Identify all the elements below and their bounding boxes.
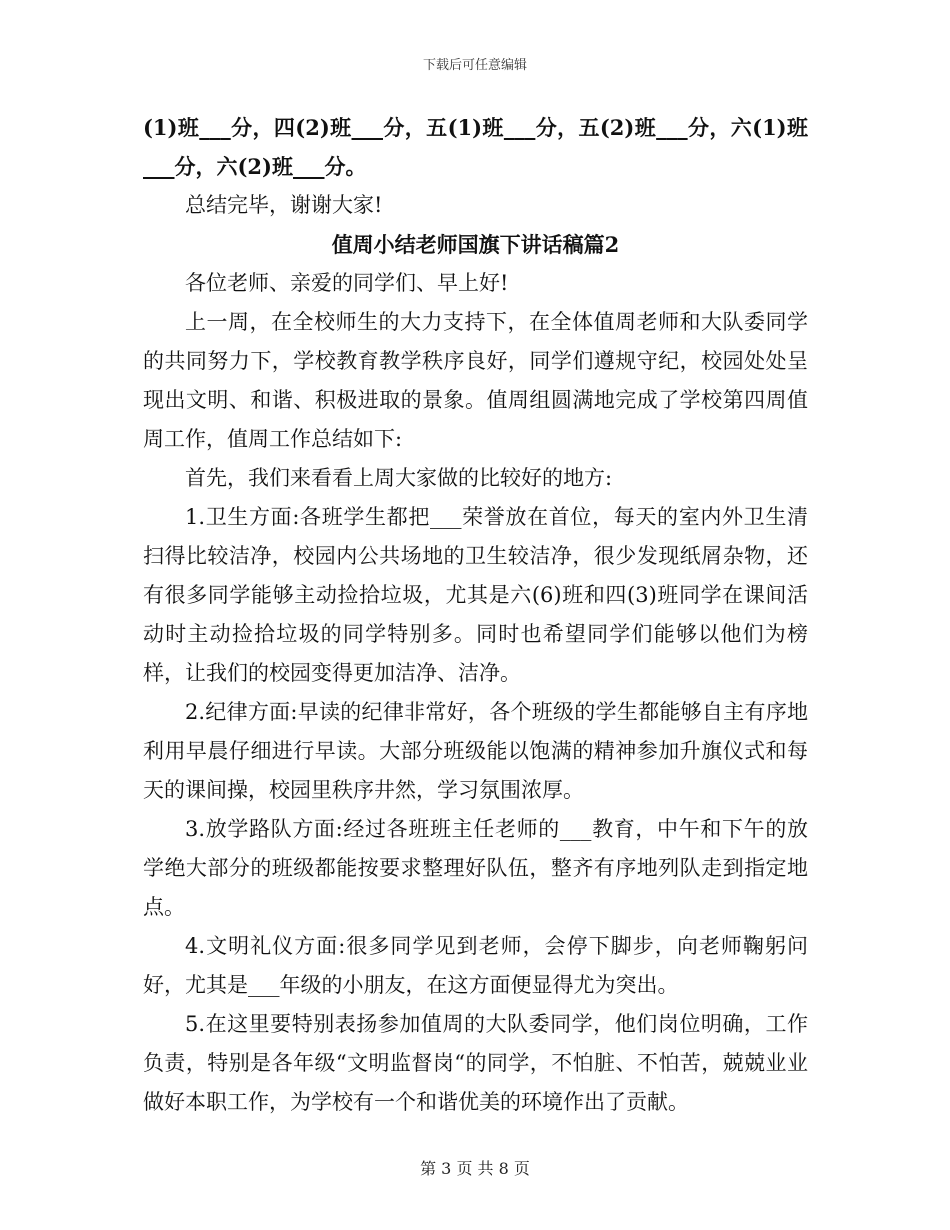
- intro-paragraph: 上一周，在全校师生的大力支持下，在全体值周老师和大队委同学的共同努力下，学校教育教学秩序良好，同学们遵规守纪，校园处处呈现出文明、和谐、积极进取的景象。值周组圆满地完成了学校第四周值周工作，值周工作总结如下:: [143, 310, 808, 451]
- document-body: [143, 108, 808, 1122]
- page-number: 第 3 页 共 8 页: [420, 1159, 530, 1178]
- greeting-paragraph: 各位老师、亲爱的同学们、早上好!: [185, 271, 509, 295]
- class-scores-line: (1)班___分，四(2)班___分，五(1)班___分，五(2)班___分，六(1)班___分，六(2)班___分。: [143, 115, 808, 179]
- item-praise: 5.在这里要特别表扬参加值周的大队委同学，他们岗位明确，工作负责，特别是各年级“文明监督岗“的同学，不怕脏、不怕苦，兢兢业业做好本职工作，为学校有一个和谐优美的环境作出了贡献。: [143, 1012, 808, 1114]
- closing-paragraph: 总结完毕，谢谢大家!: [185, 193, 383, 217]
- item-discipline: 2.纪律方面:早读的纪律非常好，各个班级的学生都能够自主有序地利用早晨仔细进行早读。大部分班级能以饱满的精神参加升旗仪式和每天的课间操，校园里秩序井然，学习氛围浓厚。: [143, 700, 808, 802]
- item-etiquette: 4.文明礼仪方面:很多同学见到老师，会停下脚步，向老师鞠躬问好，尤其是___年级的小朋友，在这方面便显得尤为突出。: [143, 934, 808, 997]
- first-paragraph: 首先，我们来看看上周大家做的比较好的地方:: [185, 466, 613, 490]
- speech-title: 值周小结老师国旗下讲话稿篇2: [331, 232, 620, 257]
- item-dismissal-line: 3.放学路队方面:经过各班班主任老师的___教育，中午和下午的放学绝大部分的班级都能按要求整理好队伍，整齐有序地列队走到指定地点。: [143, 817, 808, 919]
- item-hygiene: 1.卫生方面:各班学生都把___荣誉放在首位，每天的室内外卫生清扫得比较洁净，校园内公共场地的卫生较洁净，很少发现纸屑杂物，还有很多同学能够主动捡拾垃圾，尤其是六(6)班和四(3)班同学在课间活动时主动捡拾垃圾的同学特别多。同时也希望同学们能够以他们为榜样，让我们的校园变得更加洁净、洁净。: [143, 505, 808, 685]
- page-header-note: 下载后可任意编辑: [422, 58, 527, 73]
